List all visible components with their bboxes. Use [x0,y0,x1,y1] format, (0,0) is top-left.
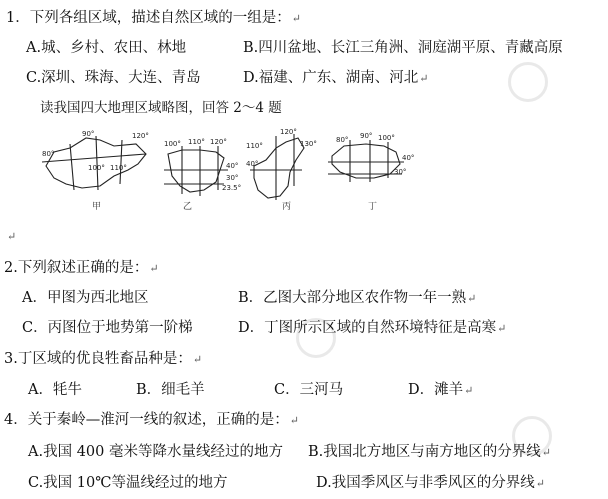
map-yi-outline [168,150,224,192]
q4-option-c: C.我国 10℃等温线经过的地方 [28,475,228,491]
map-ding-deg-100: 100° [378,134,395,142]
q4-option-a: A.我国 400 毫米等降水量线经过的地方 [28,444,283,460]
map-jia-deg-110: 110° [110,164,127,172]
q2-stem: 2.下列叙述正确的是：↵ [4,260,159,276]
map-jia-deg-90: 90° [82,130,95,138]
map-ding-deg-40: 40° [402,154,415,162]
map-ding-deg-30: 30° [394,168,407,176]
q4-option-d: D.我国季风区与非季风区的分界线↵ [316,475,545,491]
map-bing-deg-120: 120° [280,128,297,136]
q2-option-b: B．乙图大部分地区农作物一年一熟↵ [238,290,477,306]
map-ding-outline [332,144,400,178]
map-yi-deg-30: 30° [226,174,239,182]
map-bing-deg-40: 40° [246,160,259,168]
q2-option-d: D．丁图所示区域的自然环境特征是高寒↵ [238,320,507,336]
q1-option-d: D.福建、广东、湖南、河北↵ [243,70,429,86]
q3-option-c: C．三河马 [274,382,344,398]
q1-stem: 1．下列各组区域，描述自然区域的一组是：↵ [6,10,301,26]
q4-stem: 4．关于秦岭—淮河一线的叙述，正确的是：↵ [4,412,299,428]
watermark-logo [508,62,548,102]
map-label-yi: 乙 [183,202,193,212]
q1-option-a: A.城、乡村、农田、林地 [26,40,187,56]
q4-option-b: B.我国北方地区与南方地区的分界线↵ [308,444,551,460]
blank-line-mark: ↵ [7,230,17,243]
map-bing-deg-130: 130° [300,140,317,148]
map-bing-deg-110: 110° [246,142,263,150]
map-yi-deg-120: 120° [210,138,227,146]
map-label-bing: 丙 [282,202,292,212]
map-ding-deg-80: 80° [336,136,349,144]
map-ding-deg-90: 90° [360,132,373,140]
map-jia-deg-100: 100° [88,164,105,172]
q2-option-c: C．丙图位于地势第一阶梯 [22,320,193,336]
map-label-ding: 丁 [368,202,378,212]
map-jia-deg-80: 80° [42,150,55,158]
intro-text: 读我国四大地理区域略图，回答 2～4 题 [40,100,282,116]
map-yi-deg-100: 100° [164,140,181,148]
q1-option-c: C.深圳、珠海、大连、青岛 [26,70,201,86]
map-yi-deg-110: 110° [188,138,205,146]
q3-option-b: B．细毛羊 [136,382,205,398]
q1-option-b: B.四川盆地、长江三角洲、洞庭湖平原、青藏高原 [243,40,563,56]
map-yi-deg-40: 40° [226,162,239,170]
map-label-jia: 甲 [92,202,102,212]
q3-stem: 3.丁区域的优良牲畜品种是：↵ [4,351,203,367]
q3-option-d: D．滩羊↵ [408,382,474,398]
q2-option-a: A．甲图为西北地区 [22,290,149,306]
map-yi-deg-23: 23.5° [222,184,242,192]
map-jia-deg-120: 120° [132,132,149,140]
q3-option-a: A．牦牛 [28,382,82,398]
region-maps-figure [40,126,460,220]
